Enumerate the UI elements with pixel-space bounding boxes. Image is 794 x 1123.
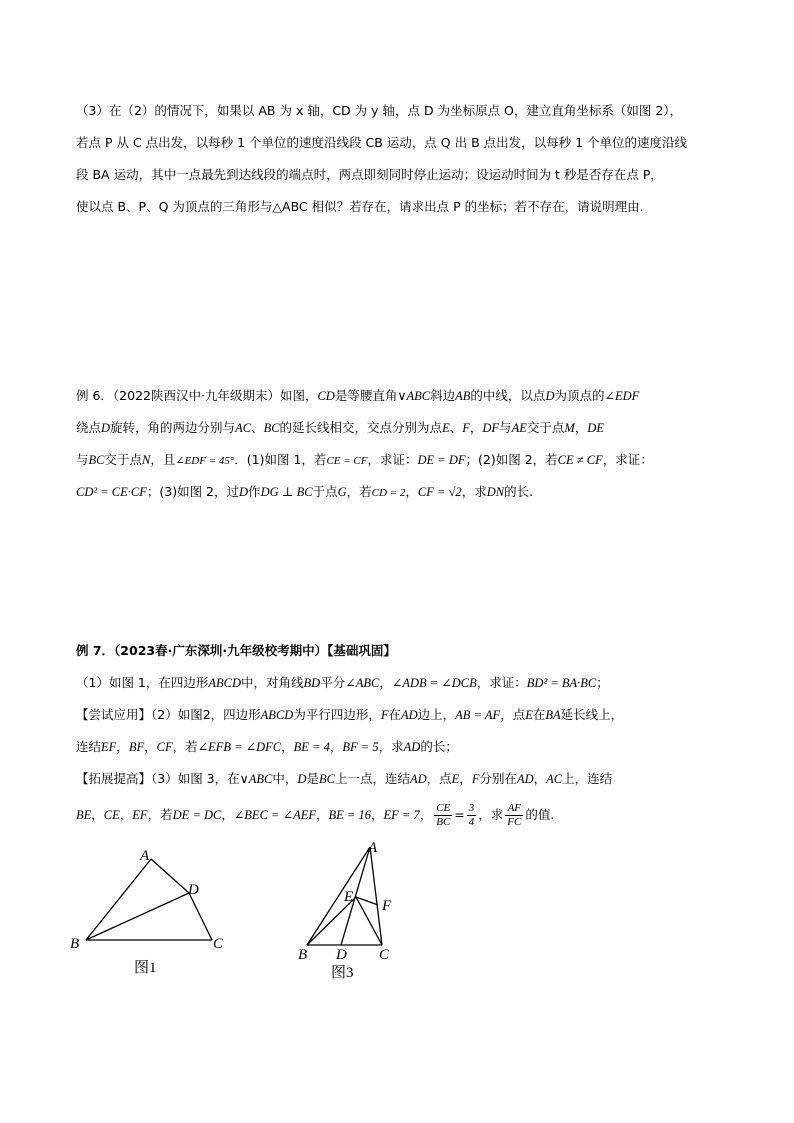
text: ，求证： (367, 452, 418, 467)
text: ；(2)如图 2，若 (465, 452, 558, 467)
math: AB (455, 389, 471, 403)
text: 是等腰直角 (334, 388, 398, 403)
edge-ab (307, 847, 370, 945)
denominator: FC (507, 816, 522, 828)
text: 中，对角线 (241, 675, 304, 690)
text: 交于点 (526, 420, 565, 435)
math: ∠EDF (604, 389, 640, 403)
edge-ca (370, 847, 382, 945)
ex7-line-2 (76, 705, 756, 725)
text: 与 (76, 452, 89, 467)
math: BA (545, 708, 561, 722)
text: （1）如图 1，在四边形 (76, 675, 209, 690)
math: EF (101, 740, 117, 754)
text: 、 (251, 420, 264, 435)
text: 的值. (525, 807, 555, 822)
label-a: A (140, 848, 150, 864)
text: 平分 (320, 675, 346, 690)
math: BD (303, 676, 321, 690)
label-c: C (213, 936, 224, 952)
text: 的长. (504, 484, 534, 499)
math: ∠ADB = ∠DCB (391, 676, 477, 690)
q3-line-1: （3）在（2）的情况下，如果以 AB 为 x 轴，CD 为 y 轴，点 D 为坐标原点 O，建立直角坐标系（如图 2）， (76, 103, 683, 118)
figure-3 (290, 835, 420, 990)
q3-line-4: 使以点 B、P、Q 为顶点的三角形与△ABC 相似？若存在，请求出点 P 的坐标；若不存在，请说明理由. (76, 199, 644, 214)
q3-line-2: 若点 P 从 C 点出发，以每秒 1 个单位的速度沿线段 CB 运动，点 Q 出 B 点出发，以每秒 1 个单位的速度沿线 (76, 135, 688, 150)
math: AE (511, 421, 527, 435)
label-d: D (336, 947, 347, 963)
text: 的延长线相交，交点分别为点 (279, 420, 443, 435)
math: AD (403, 740, 421, 754)
ex6-line-3 (76, 450, 756, 471)
label-d: D (188, 882, 199, 898)
math: EF (132, 808, 148, 822)
denominator: 4 (468, 816, 475, 828)
text: 连结 (76, 739, 102, 754)
math: ABCD (208, 676, 242, 690)
label-b: B (70, 936, 80, 952)
text: 、 (449, 420, 463, 435)
text: 绕点 (76, 420, 102, 435)
ex6-line-1 (76, 386, 756, 406)
text: 中， (272, 771, 298, 786)
text: ，点 (500, 707, 526, 722)
text: ，若 (147, 807, 173, 822)
math: DG ⊥ BC (260, 485, 313, 499)
math: DE = DF (417, 453, 466, 467)
text: 与 (499, 420, 512, 435)
denominator: BC (436, 816, 451, 828)
ex7-line-3 (76, 737, 756, 757)
math: CE = CF (326, 455, 368, 467)
math: BE = 16 (328, 808, 371, 822)
text: ， (144, 739, 157, 754)
text: ．(1)如图 1，若 (234, 452, 327, 467)
text: 为顶点的 (554, 388, 605, 403)
math: CD = 2 (371, 487, 406, 499)
math: ∨ABC (397, 389, 431, 403)
text: 在 (388, 707, 401, 722)
math: CF (156, 740, 173, 754)
math: CD² = CE·CF (76, 485, 147, 499)
math: CE ≠ CF (557, 453, 603, 467)
text: 延长线上， (560, 707, 624, 722)
text: ， (574, 420, 588, 435)
text: ，求 (478, 807, 504, 822)
text: 分别在 (479, 771, 517, 786)
math: E (525, 708, 533, 722)
edge-cd (189, 893, 212, 940)
math: N (142, 453, 151, 467)
math: BC (88, 453, 105, 467)
numerator: CE (436, 802, 451, 814)
fraction-3-4 (467, 802, 477, 829)
text: ，求 (378, 739, 404, 754)
text: ； (596, 675, 609, 690)
math: D (239, 485, 249, 499)
math: AC (235, 421, 252, 435)
q3-line-3: 段 BA 运动，其中一点最先到达线段的端点时，两点即刻同时停止运动；设运动时间为 t 秒是否存在点 P， (76, 167, 663, 182)
text: ， (91, 807, 104, 822)
math: AD (400, 708, 418, 722)
fraction-af-fc (505, 802, 523, 829)
text: ， (379, 675, 392, 690)
text: 旋转，角的两边分别与 (110, 420, 236, 435)
text: ， (315, 807, 329, 822)
math: ∠EFB = ∠DFC (197, 740, 282, 754)
text: 在 (532, 707, 546, 722)
label-f: F (382, 898, 392, 914)
math: AD (409, 772, 427, 786)
text: 上一点，连结 (334, 771, 410, 786)
math: BF (128, 740, 145, 754)
text: ， (281, 739, 294, 754)
text: = (454, 807, 465, 822)
text: ，求证： (602, 452, 653, 467)
math: DN (486, 485, 505, 499)
ex6-title: 例 6．（2022陕西汉中·九年级期末）如图， (76, 388, 318, 403)
math: CD (317, 389, 335, 403)
text: ，且 (150, 452, 176, 467)
text: ；(3)如图 2，过 (146, 484, 240, 499)
math: DE (587, 421, 604, 435)
figure-1 (60, 840, 250, 980)
math: CE (103, 808, 120, 822)
figure-1-caption: 图1 (134, 960, 157, 976)
math: ∠EDF = 45° (175, 455, 235, 467)
text: ，求 (461, 484, 487, 499)
math: AB = AF (455, 708, 501, 722)
text: ， (116, 739, 129, 754)
math: BF = 5 (342, 740, 379, 754)
math: F (462, 421, 470, 435)
text: 作 (248, 484, 261, 499)
text: ，点 (426, 771, 452, 786)
math: EF = 7 (383, 808, 420, 822)
math: AC (546, 772, 563, 786)
text: 【尝试应用】（2）如图2，四边形 (76, 707, 261, 722)
math: BC (263, 421, 280, 435)
math: BD² = BA·BC (526, 676, 597, 690)
math: E (451, 772, 460, 786)
text: 的中线，以点 (470, 388, 546, 403)
text: ， (329, 739, 343, 754)
math: ∠BEC = ∠AEF (233, 808, 316, 822)
edge-ab (86, 859, 151, 940)
text: 【拓展提高】（3）如图 3，在 (76, 771, 240, 786)
math: ∨ABC (239, 772, 273, 786)
text: 边上， (417, 707, 456, 722)
text: 上，连结 (562, 771, 613, 786)
ex7-title: 例 7．（2023春·广东深圳·九年级校考期中）【基础巩固】 (76, 643, 396, 658)
text: ，求证： (476, 675, 527, 690)
text: 斜边 (430, 388, 456, 403)
label-e: E (344, 889, 354, 905)
math: BE = 4 (293, 740, 330, 754)
text: ， (533, 771, 547, 786)
text: ， (370, 807, 384, 822)
text: ， (469, 420, 483, 435)
label-b: B (298, 947, 308, 963)
math: DE = DC (172, 808, 222, 822)
figure-3-caption: 图3 (331, 965, 354, 981)
text: 的长； (420, 739, 458, 754)
text: 为平行四边形， (293, 707, 381, 722)
math: ABCD (260, 708, 294, 722)
math: DF (482, 421, 500, 435)
ex6-line-4 (76, 482, 756, 503)
math: BC (318, 772, 335, 786)
text: ， (221, 807, 234, 822)
segment-ce (356, 897, 382, 945)
text: ， (459, 771, 472, 786)
fraction-ce-bc (434, 802, 452, 829)
ex7-line-1 (76, 673, 756, 693)
ex7-line-4 (76, 769, 756, 789)
math: F (380, 708, 389, 722)
math: D (297, 772, 307, 786)
math: CF = √2 (417, 485, 462, 499)
diagonal-bd (86, 893, 189, 940)
math: D (101, 421, 111, 435)
label-a: A (368, 840, 378, 856)
text: ，若 (172, 739, 198, 754)
math: AD (516, 772, 534, 786)
edge-da (151, 859, 189, 893)
math: BE (76, 808, 92, 822)
math: G (337, 485, 347, 499)
ex7-line-5 (76, 800, 756, 830)
text: 于点 (312, 484, 338, 499)
text: ， (419, 807, 433, 822)
ex6-line-2 (76, 418, 756, 438)
text: 交于点 (104, 452, 143, 467)
text: 是 (306, 771, 319, 786)
math: D (545, 389, 555, 403)
math: E (442, 421, 450, 435)
math: F (471, 772, 480, 786)
text: ， (119, 807, 133, 822)
text: ， (405, 484, 418, 499)
text: ，若 (346, 484, 372, 499)
numerator: AF (505, 802, 523, 816)
label-c: C (379, 947, 390, 963)
math: ∠ABC (345, 676, 380, 690)
math: M (564, 421, 575, 435)
numerator: 3 (468, 802, 475, 814)
